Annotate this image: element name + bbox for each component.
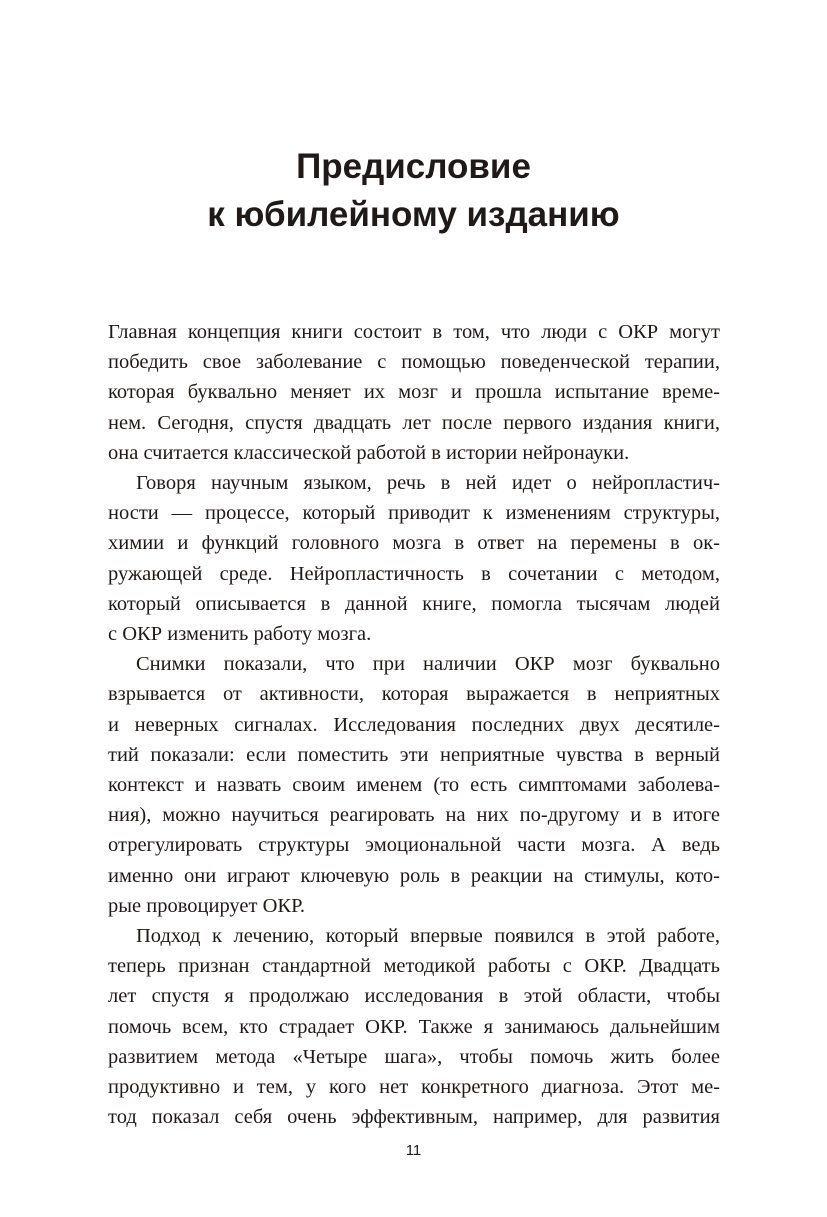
text-line: взрывается от активности, которая выражается в неприятных (108, 683, 720, 706)
body-text (108, 317, 720, 1132)
text-line: ности — процессе, который приводит к изменениям структуры, (108, 502, 720, 525)
text-line: ружающей среде. Нейропластичность в сочетании с методом, (108, 562, 720, 585)
chapter-title-line-1: Предисловие (296, 147, 531, 186)
text-line: контекст и назвать своим именем (то есть симптомами заболева- (108, 774, 720, 797)
text-line: помочь всем, кто страдает ОКР. Также я занимаюсь дальнейшим (108, 1015, 720, 1038)
chapter-title-line-2: к юбилейному изданию (207, 195, 620, 234)
text-line: развитием метода «Четыре шага», чтобы помочь жить более (108, 1045, 720, 1068)
text-line: Говоря научным языком, речь в ней идет о нейропластич- (136, 472, 720, 495)
text-line: с ОКР изменить работу мозга. (108, 623, 372, 646)
text-line: она считается классической работой в истории нейронауки. (108, 441, 630, 464)
text-line: ния), можно научиться реагировать на них по-другому и в итоге (108, 804, 720, 827)
text-line: рые провоцирует ОКР. (108, 894, 306, 917)
text-line: химии и функций головного мозга в ответ на перемены в ок- (108, 532, 720, 555)
text-line: именно они играют ключевую роль в реакции на стимулы, кото- (108, 864, 720, 887)
text-line: победить свое заболевание с помощью поведенческой терапии, (108, 351, 720, 374)
text-line: отрегулировать структуры эмоциональной части мозга. А ведь (108, 834, 720, 857)
text-line: нем. Сегодня, спустя двадцать лет после первого издания книги, (108, 411, 720, 434)
page-number: 11 (405, 1142, 422, 1159)
paragraph-4 (108, 921, 720, 1132)
text-line: тий показали: если поместить эти неприятные чувства в верный (108, 743, 720, 766)
text-line: Снимки показали, что при наличии ОКР мозг буквально (136, 653, 720, 676)
paragraph-1 (108, 317, 720, 468)
chapter-title (0, 143, 827, 239)
text-line: и неверных сигналах. Исследования последних двух десятиле- (108, 713, 720, 736)
text-line: Главная концепция книги состоит в том, что люди с ОКР могут (108, 321, 720, 343)
text-line: тод показал себя очень эффективным, например, для развития (108, 1106, 720, 1129)
text-line: лет спустя я продолжаю исследования в этой области, чтобы (108, 985, 720, 1008)
text-line: теперь признан стандартной методикой работы с ОКР. Двадцать (108, 955, 720, 978)
text-line: продуктивно и тем, у кого нет конкретного диагноза. Этот ме- (108, 1076, 720, 1099)
text-line: Подход к лечению, который впервые появился в этой работе, (136, 925, 720, 948)
text-line: которая буквально меняет их мозг и прошла испытание време- (108, 381, 720, 404)
paragraph-2 (108, 468, 720, 649)
paragraph-3 (108, 649, 720, 921)
text-line: который описывается в данной книге, помогла тысячам людей (108, 592, 720, 615)
